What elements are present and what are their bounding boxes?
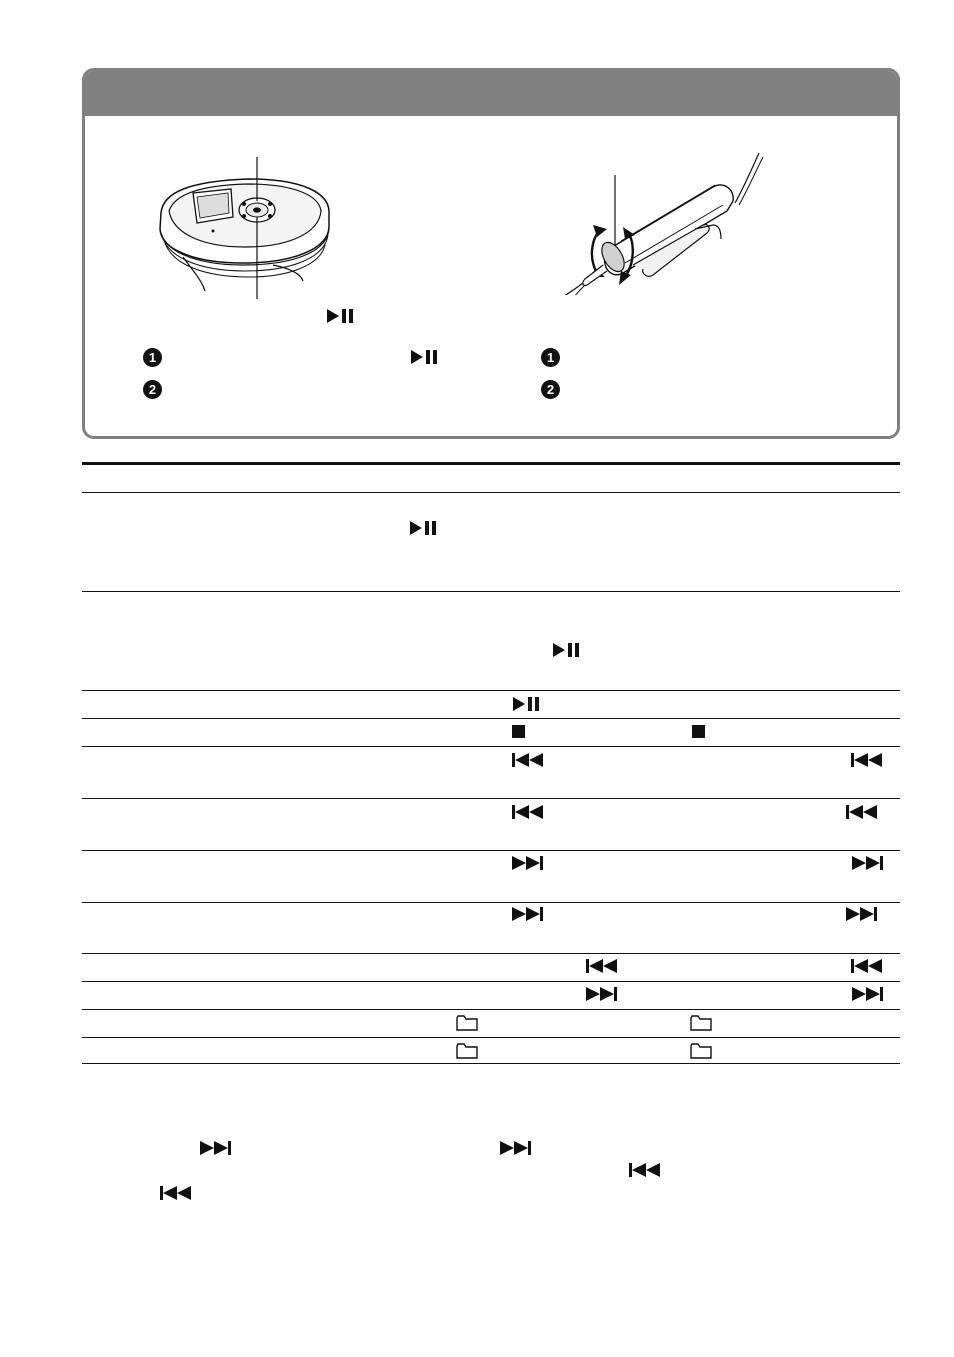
play-pause-icon	[513, 697, 541, 711]
table-row-rule	[82, 902, 900, 903]
table-row-rule	[82, 981, 900, 982]
previous-track-icon	[629, 1163, 665, 1177]
next-track-icon	[500, 1141, 536, 1155]
next-track-icon	[512, 856, 548, 870]
next-track-icon	[852, 856, 888, 870]
play-pause-icon	[553, 643, 581, 657]
folder-icon	[456, 1015, 478, 1031]
previous-track-icon	[851, 959, 887, 973]
folder-icon	[690, 1043, 712, 1059]
table-row-rule	[82, 690, 900, 691]
previous-track-icon	[512, 805, 548, 819]
folder-icon	[690, 1015, 712, 1031]
table-top-rule	[82, 462, 900, 465]
table-row-rule	[82, 798, 900, 799]
folder-icon	[456, 1043, 478, 1059]
next-track-icon	[586, 987, 622, 1001]
next-track-icon	[846, 907, 882, 921]
remote-step-badge-1: 1	[541, 348, 560, 367]
instruction-box	[82, 68, 900, 439]
next-track-icon	[200, 1141, 236, 1155]
table-row-rule	[82, 1009, 900, 1010]
play-pause-icon	[327, 309, 355, 323]
step-badge-1: 1	[143, 348, 162, 367]
cd-player-illustration	[153, 153, 363, 303]
previous-track-icon	[160, 1186, 196, 1200]
stop-icon	[512, 725, 525, 738]
previous-track-icon	[851, 753, 887, 767]
previous-track-icon	[512, 753, 548, 767]
previous-track-icon	[586, 959, 622, 973]
stop-icon	[692, 725, 705, 738]
next-track-icon	[512, 907, 548, 921]
table-row-rule	[82, 1037, 900, 1038]
next-track-icon	[852, 987, 888, 1001]
table-row-rule	[82, 746, 900, 747]
remote-step-badge-2: 2	[541, 380, 560, 399]
remote-control-illustration	[563, 145, 783, 295]
table-row-rule	[82, 850, 900, 851]
table-row-rule	[82, 718, 900, 719]
table-bottom-rule	[82, 1063, 900, 1064]
box-header-bar	[85, 71, 897, 116]
play-pause-icon	[411, 350, 439, 364]
table-row-rule	[82, 591, 900, 592]
step-badge-2: 2	[143, 380, 162, 399]
play-pause-icon	[410, 521, 438, 535]
table-header-rule	[82, 492, 900, 493]
table-row-rule	[82, 953, 900, 954]
previous-track-icon	[846, 805, 882, 819]
